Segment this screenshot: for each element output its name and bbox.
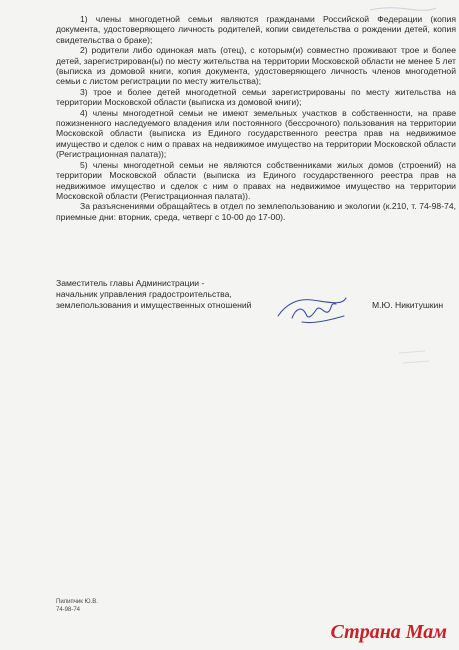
paragraph-3: 3) трое и более детей многодетной семьи зарегистрированы по месту жительства на территории Московской области (выписка из домовой книги); [56,86,456,108]
position-line-1: Заместитель главы Администрации - [56,278,205,288]
paragraph-contacts: За разъяснениями обращайтесь в отдел по землепользованию и экологии (к.210, т. 74-98-74, приемные дни: вторник, среда, четверг с 10-00 до 17-00). [56,201,456,222]
scan-artifact-smudge [395,345,435,375]
signatory-name: М.Ю. Никитушкин [372,300,444,310]
executor-info [56,598,98,614]
paragraph-4: 4) члены многодетной семьи не имеют земельных участков в собственности, на праве пожизненного наследуемого владения или постоянного (бессрочного) пользования на территории Московской области (выписка из Единого государственного реестра прав на недвижимое имущество и сделок с ним о правах на недвижимое имущество на территории Московской области (Регистрационная палата)); [56,107,456,160]
watermark-logo: Страна Мам [330,621,447,643]
paragraph-1: 1) члены многодетной семьи являются гражданами Российской Федерации (копия документа, удостоверяющего личность родителей, копии свидетельства о рождении детей, копия свидетельства о браке); [56,14,456,45]
executor-name: Пилипчик Ю.В. [56,599,98,605]
paragraph-2: 2) родители либо одинокая мать (отец), с которым(и) совместно проживают трое и более детей, зарегистрирован(ы) по месту жительства на территории Московской области не менее 5 лет (выписка из домовой книги, копия документа, удостоверяющего личность членов многодетной семьи с листом регистрации по месту жительства); [56,45,456,87]
position-line-3: землепользования и имущественных отношений [56,299,252,310]
position-line-2: начальник управления градостроительства, [56,288,232,299]
document-body [56,14,456,222]
signatory-position [56,278,251,310]
executor-phone: 74-98-74 [56,607,81,613]
scan-artifact-top [368,4,438,14]
handwritten-signature [272,286,352,330]
paragraph-5: 5) члены многодетной семьи не являются собственниками жилых домов (строений) на территории Московской области (выписка из Единого государственного реестра прав на недвижимое имущество и сделок с ним о правах на недвижимое имущество на территории Московской области (Регистрационная палата)). [56,159,456,201]
